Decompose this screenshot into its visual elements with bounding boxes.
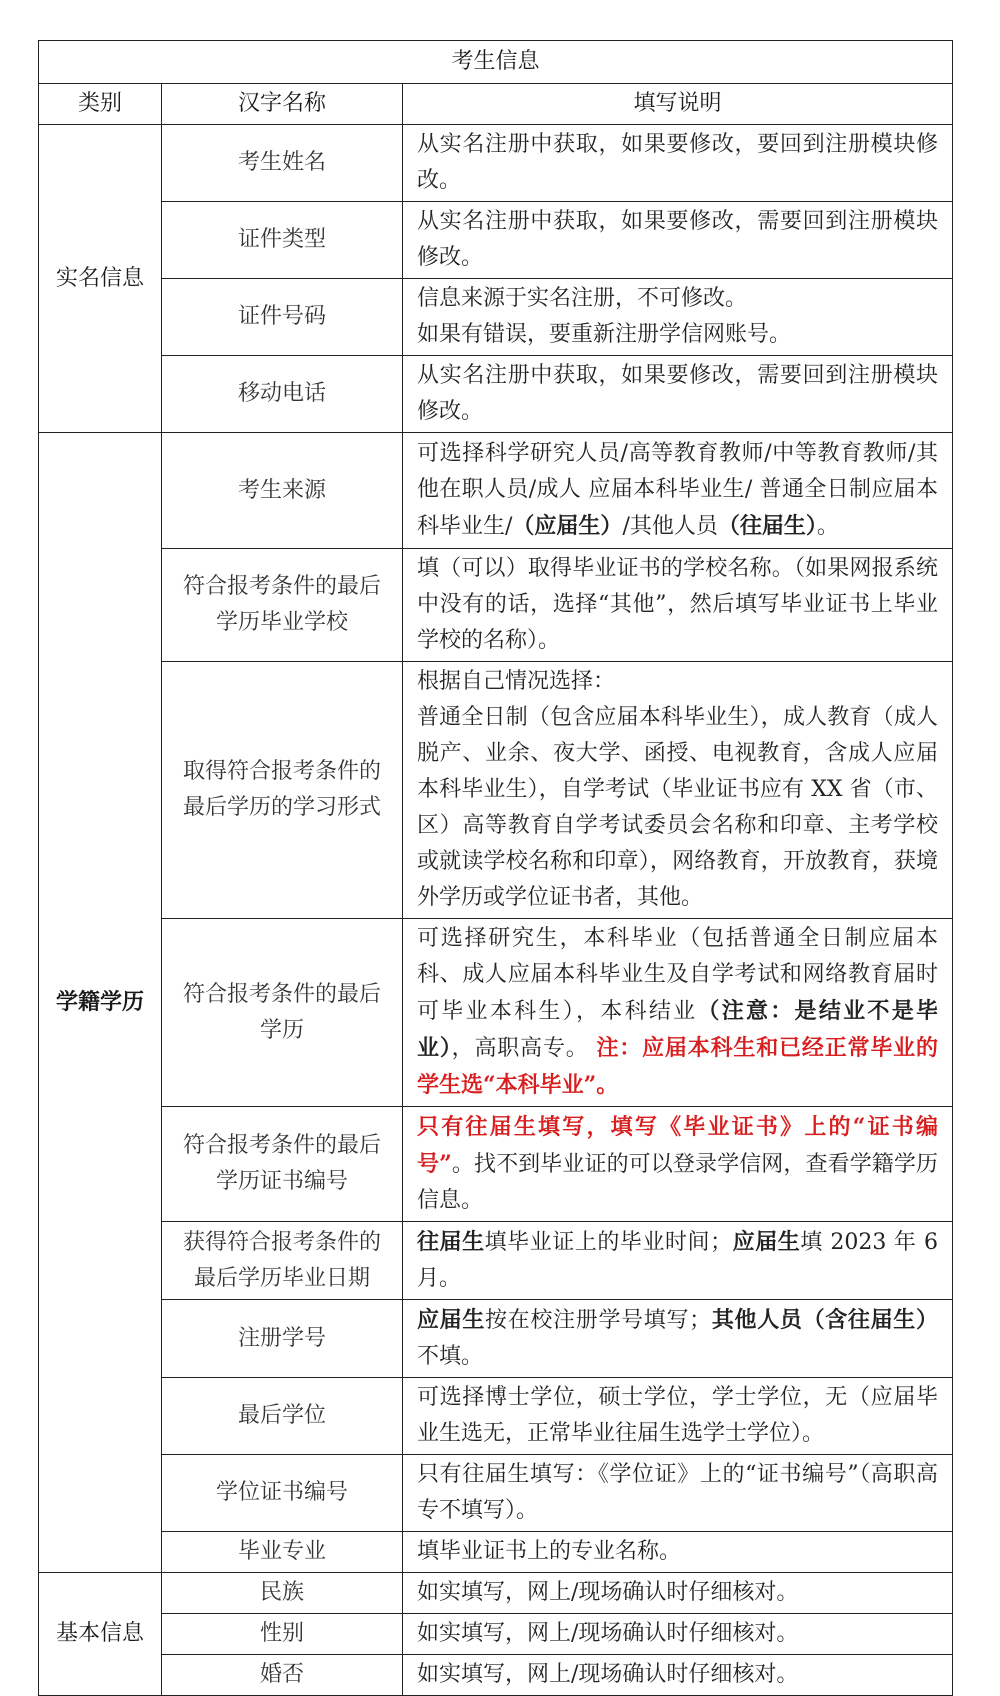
- field-description: [403, 1107, 953, 1222]
- description-warning: 只有往届生填写，填写《毕业证书》上的“证书编号”: [417, 1114, 939, 1177]
- table-row: [39, 1107, 953, 1222]
- field-description: [403, 1222, 953, 1300]
- field-description: [403, 919, 953, 1107]
- field-description: [403, 662, 953, 919]
- table-row: [39, 919, 953, 1107]
- field-description: 如实填写，网上/现场确认时仔细核对。: [403, 1655, 953, 1696]
- table-row: [39, 1655, 953, 1696]
- field-name: 证件类型: [162, 202, 403, 279]
- field-name: 移动电话: [162, 356, 403, 433]
- table-row: [39, 662, 953, 919]
- description-emphasis: 其他人员（含往届生）: [711, 1307, 938, 1333]
- description-text: 填毕业证上的毕业时间；: [484, 1230, 733, 1255]
- table-row: [39, 125, 953, 202]
- table-row: [39, 279, 953, 356]
- field-name: 证件号码: [162, 279, 403, 356]
- field-description: 从实名注册中获取，如果要修改，需要回到注册模块修改。: [403, 356, 953, 433]
- field-name: 婚否: [162, 1655, 403, 1696]
- description-line: 信息来源于实名注册，不可修改。: [417, 286, 748, 311]
- field-name: 符合报考条件的最后学历: [162, 919, 403, 1107]
- field-description: [403, 433, 953, 549]
- field-name: 符合报考条件的最后学历证书编号: [162, 1107, 403, 1222]
- description-text: 不填。: [417, 1344, 484, 1369]
- candidate-info-table: [38, 40, 953, 1696]
- description-text: 。: [816, 514, 839, 539]
- description-emphasis: 应届生: [732, 1229, 801, 1255]
- table-row: [39, 433, 953, 549]
- description-text: 填 2023 年 6 月。: [417, 1230, 938, 1291]
- header-category: 类别: [39, 84, 162, 125]
- table-row: [39, 549, 953, 662]
- description-emphasis: 往届生: [417, 1229, 485, 1255]
- table-row: [39, 1532, 953, 1573]
- field-description: 可选择博士学位，硕士学位，学士学位，无（应届毕业生选无，正常毕业往届生选学士学位）。: [403, 1378, 953, 1455]
- description-emphasis: （往届生）: [717, 513, 817, 539]
- category-basic: 基本信息: [39, 1573, 162, 1696]
- category-education: [39, 433, 162, 1573]
- field-name: 符合报考条件的最后学历毕业学校: [162, 549, 403, 662]
- field-description: [403, 279, 953, 356]
- field-description: 只有往届生填写：《学位证》上的“证书编号”（高职高专不填写）。: [403, 1455, 953, 1532]
- description-text: ，高职高专。: [451, 1036, 597, 1061]
- description-line: 如果有错误，要重新注册学信网账号。: [417, 322, 792, 347]
- table-row: [39, 1300, 953, 1378]
- header-name: 汉字名称: [162, 84, 403, 125]
- description-emphasis: 应届生: [417, 1307, 486, 1333]
- field-name: 性别: [162, 1614, 403, 1655]
- description-warning: 注：应届本科生和已经正常毕业的学生选“本科毕业”。: [417, 1035, 938, 1098]
- field-description: 如实填写，网上/现场确认时仔细核对。: [403, 1614, 953, 1655]
- field-description: 从实名注册中获取，如果要修改，要回到注册模块修改。: [403, 125, 953, 202]
- field-name: 获得符合报考条件的最后学历毕业日期: [162, 1222, 403, 1300]
- description-text: 可选择研究生，本科毕业（包括普通全日制应届本科、成人应届本科毕业生及自学考试和网络教育届时可毕业本科生），本科结业: [417, 926, 939, 1024]
- field-name: 民族: [162, 1573, 403, 1614]
- description-text: /其他人员: [622, 514, 718, 539]
- field-name: 学位证书编号: [162, 1455, 403, 1532]
- header-description: 填写说明: [403, 84, 953, 125]
- table-row: [39, 1378, 953, 1455]
- table-title: 考生信息: [39, 41, 953, 84]
- description-line: 普通全日制（包含应届本科毕业生），成人教育（成人脱产、业余、夜大学、函授、电视教育，含成人应届本科毕业生），自学考试（毕业证书应有 XX 省（市、区）高等教育自学考试委员会名称和印章、主考学校或就读学校名称和印章），网络教育，开放教育，获境外学历或学位证书者，其他。: [417, 705, 939, 910]
- field-description: 填（可以）取得毕业证书的学校名称。（如果网报系统中没有的话，选择“其他”，然后填写毕业证书上毕业学校的名称）。: [403, 549, 953, 662]
- field-name: 最后学位: [162, 1378, 403, 1455]
- field-name: 取得符合报考条件的最后学历的学习形式: [162, 662, 403, 919]
- description-emphasis: （注意：是结业不是毕业）: [417, 998, 938, 1061]
- description-emphasis: （应届生）: [512, 513, 623, 539]
- table-row: [39, 356, 953, 433]
- field-name: 考生来源: [162, 433, 403, 549]
- field-name: 毕业专业: [162, 1532, 403, 1573]
- field-name: 注册学号: [162, 1300, 403, 1378]
- table-row: [39, 202, 953, 279]
- table-row: [39, 1455, 953, 1532]
- field-description: 如实填写，网上/现场确认时仔细核对。: [403, 1573, 953, 1614]
- field-description: [403, 1300, 953, 1378]
- description-line: 根据自己情况选择：: [417, 669, 616, 694]
- field-description: 从实名注册中获取，如果要修改，需要回到注册模块修改。: [403, 202, 953, 279]
- description-text: 。找不到毕业证的可以登录学信网，查看学籍学历信息。: [417, 1152, 939, 1213]
- description-text: 按在校注册学号填写；: [485, 1308, 712, 1333]
- field-description: 填毕业证书上的专业名称。: [403, 1532, 953, 1573]
- table-row: [39, 1614, 953, 1655]
- description-text: 可选择科学研究人员/高等教育教师/中等教育教师/其他在职人员/成人 应届本科毕业生/ 普通全日制应届本科毕业生/: [417, 441, 939, 539]
- field-name: 考生姓名: [162, 125, 403, 202]
- category-label: 学籍学历: [55, 989, 144, 1015]
- table-row: [39, 1222, 953, 1300]
- table-row: [39, 1573, 953, 1614]
- category-realname: 实名信息: [39, 125, 162, 433]
